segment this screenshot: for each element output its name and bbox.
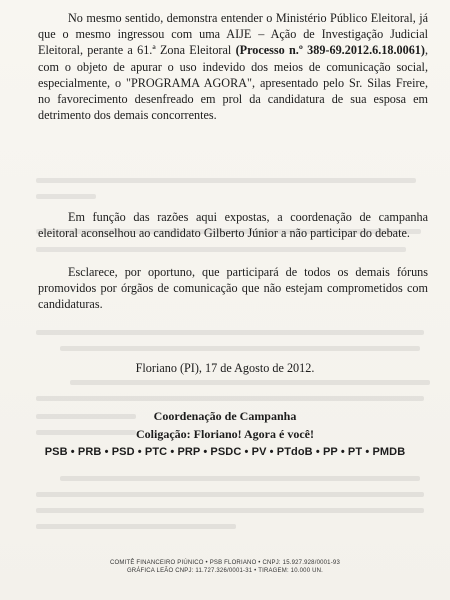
paragraph-ministerio-publico [38, 10, 428, 123]
paragraph-esclarece: Esclarece, por oportuno, que participará de todos os demais fóruns promovidos por órgãos de comunicação que não estejam comprometidos com candidaturas. [38, 265, 428, 312]
date-line: Floriano (PI), 17 de Agosto de 2012. [135, 361, 315, 375]
party-list: PSB • PRB • PSD • PTC • PRP • PSDC • PV • PTdoB • PP • PT • PMDB [44, 446, 406, 458]
footer-comite: COMITÊ FINANCEIRO PIÚNICO • PSB FLORIANO • CNPJ: 15.927.928/0001-93 [109, 560, 340, 566]
signature-coligacao: Coligação: Floriano! Agora é você! [136, 427, 314, 441]
paragraph-1-tail: , com o objeto de apurar o uso indevido dos meios de comunicação social, especialmente, o "PROGRAMA AGORA", apresentado pelo Sr. Silas Freire, no favorecimento desenfreado em prol da candidatura de sua esposa em detrimento dos demais concorrentes. [38, 43, 429, 123]
footer-grafica: GRÁFICA LEÃO CNPJ: 11.727.326/0001-31 • TIRAGEM: 10.000 UN. [126, 568, 324, 574]
paragraph-1-lead: No mesmo sentido, demonstra entender o Ministério Público Eleitoral, já que o mesmo ingressou com uma AIJE – Ação de Investigação Judicial Eleitoral, perante a 61.ª Zona Eleitoral [38, 11, 428, 58]
signature-coordenacao: Coordenação de Campanha [153, 409, 297, 423]
paragraph-coordenacao: Em função das razões aqui expostas, a coordenação de campanha eleitoral aconselhou ao candidato Gilberto Júnior a não participar do debate. [38, 210, 428, 241]
process-number: (Processo n.º 389-69.2012.6.18.0061) [235, 43, 425, 58]
